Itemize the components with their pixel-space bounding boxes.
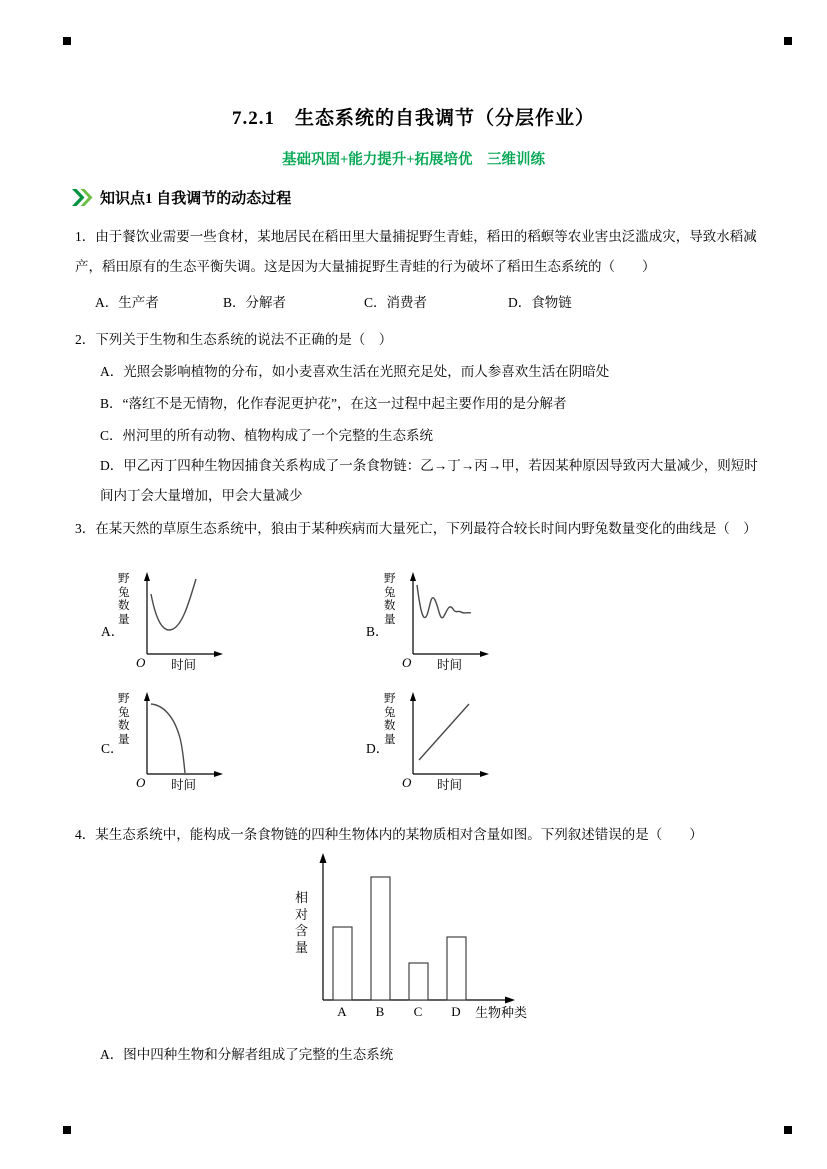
- curve-c: [151, 704, 185, 773]
- q3-stem: 3．在某天然的草原生态系统中，狼由于某种疾病而大量死亡，下列最符合较长时间内野兔数量变化的曲线是（ ）: [75, 521, 757, 536]
- q1-option-b: B．分解者: [223, 295, 287, 310]
- y-axis-label: 野 兔 数 量: [118, 573, 130, 626]
- crop-mark-top-right: [784, 37, 792, 45]
- q2-option-d: D．甲乙丙丁四种生物因捕食关系构成了一条食物链：乙→丁→丙→甲，若因某种原因导致丙大量减少，则短时间内丁会大量增加，甲会大量减少: [100, 458, 758, 503]
- crop-mark-bottom-right: [784, 1126, 792, 1134]
- origin-label: O: [136, 655, 146, 670]
- q4-option-a: A．图中四种生物和分解者组成了完整的生态系统: [100, 1047, 394, 1062]
- y-axis-label: 野 兔 数 量: [384, 693, 396, 746]
- crop-mark-top-left: [63, 37, 71, 45]
- page-title: 7.2.1 生态系统的自我调节（分层作业）: [231, 108, 595, 129]
- q3-chart-c: [118, 690, 230, 798]
- category-label-d: D: [451, 1004, 461, 1019]
- bar-graph: [283, 850, 545, 1032]
- q3-option-label-d: D．: [366, 741, 390, 756]
- x-axis-label: 时间: [171, 778, 197, 792]
- q1-option-a: A．生产者: [95, 295, 159, 310]
- curve-d: [419, 704, 469, 760]
- curve-a: [151, 579, 196, 630]
- line-graph-c: [131, 690, 227, 795]
- origin-label: O: [402, 655, 412, 670]
- origin-label: O: [402, 775, 412, 790]
- category-label-a: A: [337, 1004, 347, 1019]
- q3-option-label-b: B．: [366, 624, 389, 639]
- section-header: [72, 187, 291, 208]
- q3-option-label-a: A．: [101, 624, 125, 639]
- line-graph-d: [397, 690, 493, 795]
- page-subtitle: 基础巩固+能力提升+拓展培优 三维训练: [281, 152, 546, 168]
- axes: [410, 692, 489, 777]
- q3-option-label-c: C．: [101, 741, 124, 756]
- bar-a: [333, 927, 352, 1000]
- x-axis-title: 生物种类: [475, 1005, 528, 1020]
- section-title: 知识点1 自我调节的动态过程: [100, 191, 292, 207]
- q4-stem: 4．某生态系统中，能构成一条食物链的四种生物体内的某物质相对含量如图。下列叙述错误的是（ ）: [75, 827, 703, 842]
- origin-label: O: [136, 775, 146, 790]
- q2-stem: 2．下列关于生物和生态系统的说法不正确的是（ ）: [75, 332, 393, 347]
- x-axis-label: 时间: [437, 658, 463, 672]
- crop-mark-bottom-left: [63, 1126, 71, 1134]
- q3-chart-b: [384, 570, 496, 678]
- bar-d: [447, 937, 466, 1000]
- line-graph-b: [397, 570, 493, 675]
- q2-option-c: C．州河里的所有动物、植物构成了一个完整的生态系统: [100, 428, 434, 443]
- bar-b: [371, 877, 390, 1000]
- q4-bar-chart: [283, 850, 545, 1032]
- double-chevron-icon: [72, 189, 93, 206]
- q1-option-c: C．消费者: [364, 295, 428, 310]
- x-axis-label: 时间: [171, 658, 197, 672]
- q2-option-b: B．“落红不是无情物，化作春泥更护花”，在这一过程中起主要作用的是分解者: [100, 396, 567, 411]
- q2-option-a: A．光照会影响植物的分布，如小麦喜欢生活在光照充足处，而人参喜欢生活在阴暗处: [100, 364, 610, 379]
- q3-chart-d: [384, 690, 496, 798]
- q3-chart-a: [118, 570, 230, 678]
- x-axis-label: 时间: [437, 778, 463, 792]
- curve-b: [417, 585, 471, 618]
- category-label-c: C: [413, 1004, 423, 1019]
- y-axis-label: 野 兔 数 量: [118, 693, 130, 746]
- q1-stem: 1．由于餐饮业需要一些食材，某地居民在稻田里大量捕捉野生青蛙，稻田的稻螟等农业害虫泛滥成灾，导致水稻减产，稻田原有的生态平衡失调。这是因为大量捕捉野生青蛙的行为破坏了稻田生态系统的（ ）: [75, 229, 757, 274]
- q1-option-d: D．食物链: [508, 295, 572, 310]
- y-axis-label: 相 对 含 量: [295, 890, 309, 955]
- bar-c: [409, 963, 428, 1000]
- category-label-b: B: [375, 1004, 385, 1019]
- line-graph-a: [131, 570, 227, 675]
- y-axis-label: 野 兔 数 量: [384, 573, 396, 626]
